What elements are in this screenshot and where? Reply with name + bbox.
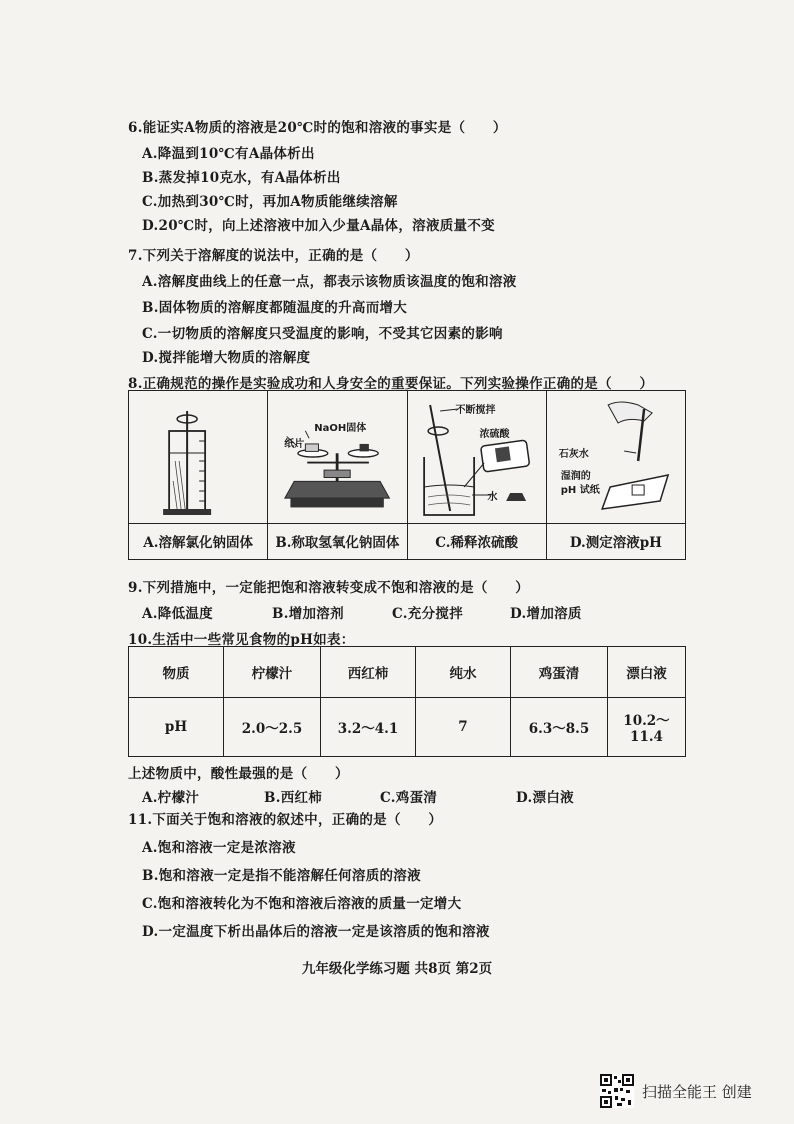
ph-table-header-cell: 西红柿	[321, 647, 416, 698]
experiment-figure-table	[128, 390, 686, 560]
question-11-option-a: A.饱和溶液一定是浓溶液	[142, 840, 296, 856]
label-water: 水	[487, 492, 498, 503]
question-9-stem: 9.下列措施中，一定能把饱和溶液转变成不饱和溶液的是（ ）	[128, 580, 530, 596]
question-10-option-b: B.西红柿	[264, 790, 323, 806]
balance-scale-illustration	[268, 391, 406, 524]
question-7-stem: 7.下列关于溶解度的说法中，正确的是（ ）	[128, 248, 419, 264]
question-10-option-d: D.漂白液	[516, 790, 574, 806]
ph-table-header-cell: 鸡蛋清	[511, 647, 608, 698]
question-11-stem: 11.下面关于饱和溶液的叙述中，正确的是（ ）	[128, 812, 443, 828]
figure-caption-b: B.称取氢氧化钠固体	[275, 535, 400, 551]
ph-table-value-cell: 2.0～2.5	[224, 698, 321, 757]
ph-table-header-cell: 柠檬汁	[224, 647, 321, 698]
figure-caption-d: D.测定溶液pH	[569, 535, 662, 551]
ph-table-header-cell: 纯水	[416, 647, 511, 698]
label-wet: 湿润的	[560, 471, 591, 482]
question-6-stem: 6.能证实A物质的溶液是20℃时的饱和溶液的事实是（ ）	[128, 120, 507, 136]
ph-table-header-row	[129, 647, 686, 698]
watermark-text: 扫描全能王 创建	[642, 1082, 752, 1101]
question-7-option-d: D.搅拌能增大物质的溶解度	[142, 350, 311, 366]
question-6-option-d: D.20℃时，向上述溶液中加入少量A晶体，溶液质量不变	[142, 218, 495, 234]
label-stirring: 不断搅拌	[455, 405, 496, 416]
question-10-question: 上述物质中，酸性最强的是（ ）	[128, 766, 349, 782]
dilution-illustration	[408, 391, 546, 524]
ph-table-value-cell: pH	[129, 698, 224, 757]
label-ph-paper: pH 试纸	[560, 485, 600, 496]
question-11-option-b: B.饱和溶液一定是指不能溶解任何溶质的溶液	[142, 868, 421, 884]
question-7-option-a: A.溶解度曲线上的任意一点，都表示该物质该温度的饱和溶液	[142, 274, 517, 290]
ph-table-value-cell: 3.2～4.1	[321, 698, 416, 757]
qr-code-icon	[600, 1074, 634, 1108]
question-8-stem: 8.正确规范的操作是实验成功和人身安全的重要保证。下列实验操作正确的是（ ）	[128, 376, 654, 392]
question-9-option-b: B.增加溶剂	[272, 606, 344, 622]
label-limewater: 石灰水	[558, 449, 589, 460]
figure-cell-d	[547, 391, 685, 559]
ph-table	[128, 646, 686, 757]
question-9-option-c: C.充分搅拌	[392, 606, 464, 622]
question-6-option-a: A.降温到10℃有A晶体析出	[142, 146, 315, 162]
figure-cell-b	[268, 391, 407, 559]
label-naoh-solid: NaOH固体	[314, 423, 367, 434]
figure-cell-a	[129, 391, 268, 559]
question-6-option-b: B.蒸发掉10克水，有A晶体析出	[142, 170, 341, 186]
figure-cell-c	[408, 391, 547, 559]
question-10-option-c: C.鸡蛋清	[380, 790, 438, 806]
label-conc-sulfuric-acid: 浓硫酸	[479, 429, 510, 440]
page-footer: 九年级化学练习题 共8页 第2页	[301, 961, 493, 977]
ph-table-value-cell: 7	[416, 698, 511, 757]
question-7-option-b: B.固体物质的溶解度都随温度的升高而增大	[142, 300, 408, 316]
question-10-stem: 10.生活中一些常见食物的pH如表：	[128, 632, 355, 648]
label-paper: 纸片	[284, 439, 305, 450]
ph-table-header-cell: 漂白液	[608, 647, 686, 698]
ph-table-header-cell: 物质	[129, 647, 224, 698]
figure-caption-a: A.溶解氯化钠固体	[143, 535, 253, 551]
scanner-watermark	[600, 1074, 752, 1108]
ph-table-value-cell: 6.3～8.5	[511, 698, 608, 757]
ph-table-value-cell: 10.2～11.4	[608, 698, 686, 757]
question-9-option-d: D.增加溶质	[510, 606, 582, 622]
question-11-option-c: C.饱和溶液转化为不饱和溶液后溶液的质量一定增大	[142, 896, 462, 912]
question-11-option-d: D.一定温度下析出晶体后的溶液一定是该溶质的饱和溶液	[142, 924, 490, 940]
question-6-option-c: C.加热到30℃时，再加A物质能继续溶解	[142, 194, 398, 210]
question-7-option-c: C.一切物质的溶解度只受温度的影响，不受其它因素的影响	[142, 326, 503, 342]
beaker-thermometer-illustration	[129, 391, 267, 524]
ph-test-illustration	[547, 391, 685, 524]
question-10-option-a: A.柠檬汁	[142, 790, 200, 806]
ph-table-value-row	[129, 698, 686, 757]
figure-caption-c: C.稀释浓硫酸	[435, 535, 518, 551]
question-9-option-a: A.降低温度	[142, 606, 213, 622]
